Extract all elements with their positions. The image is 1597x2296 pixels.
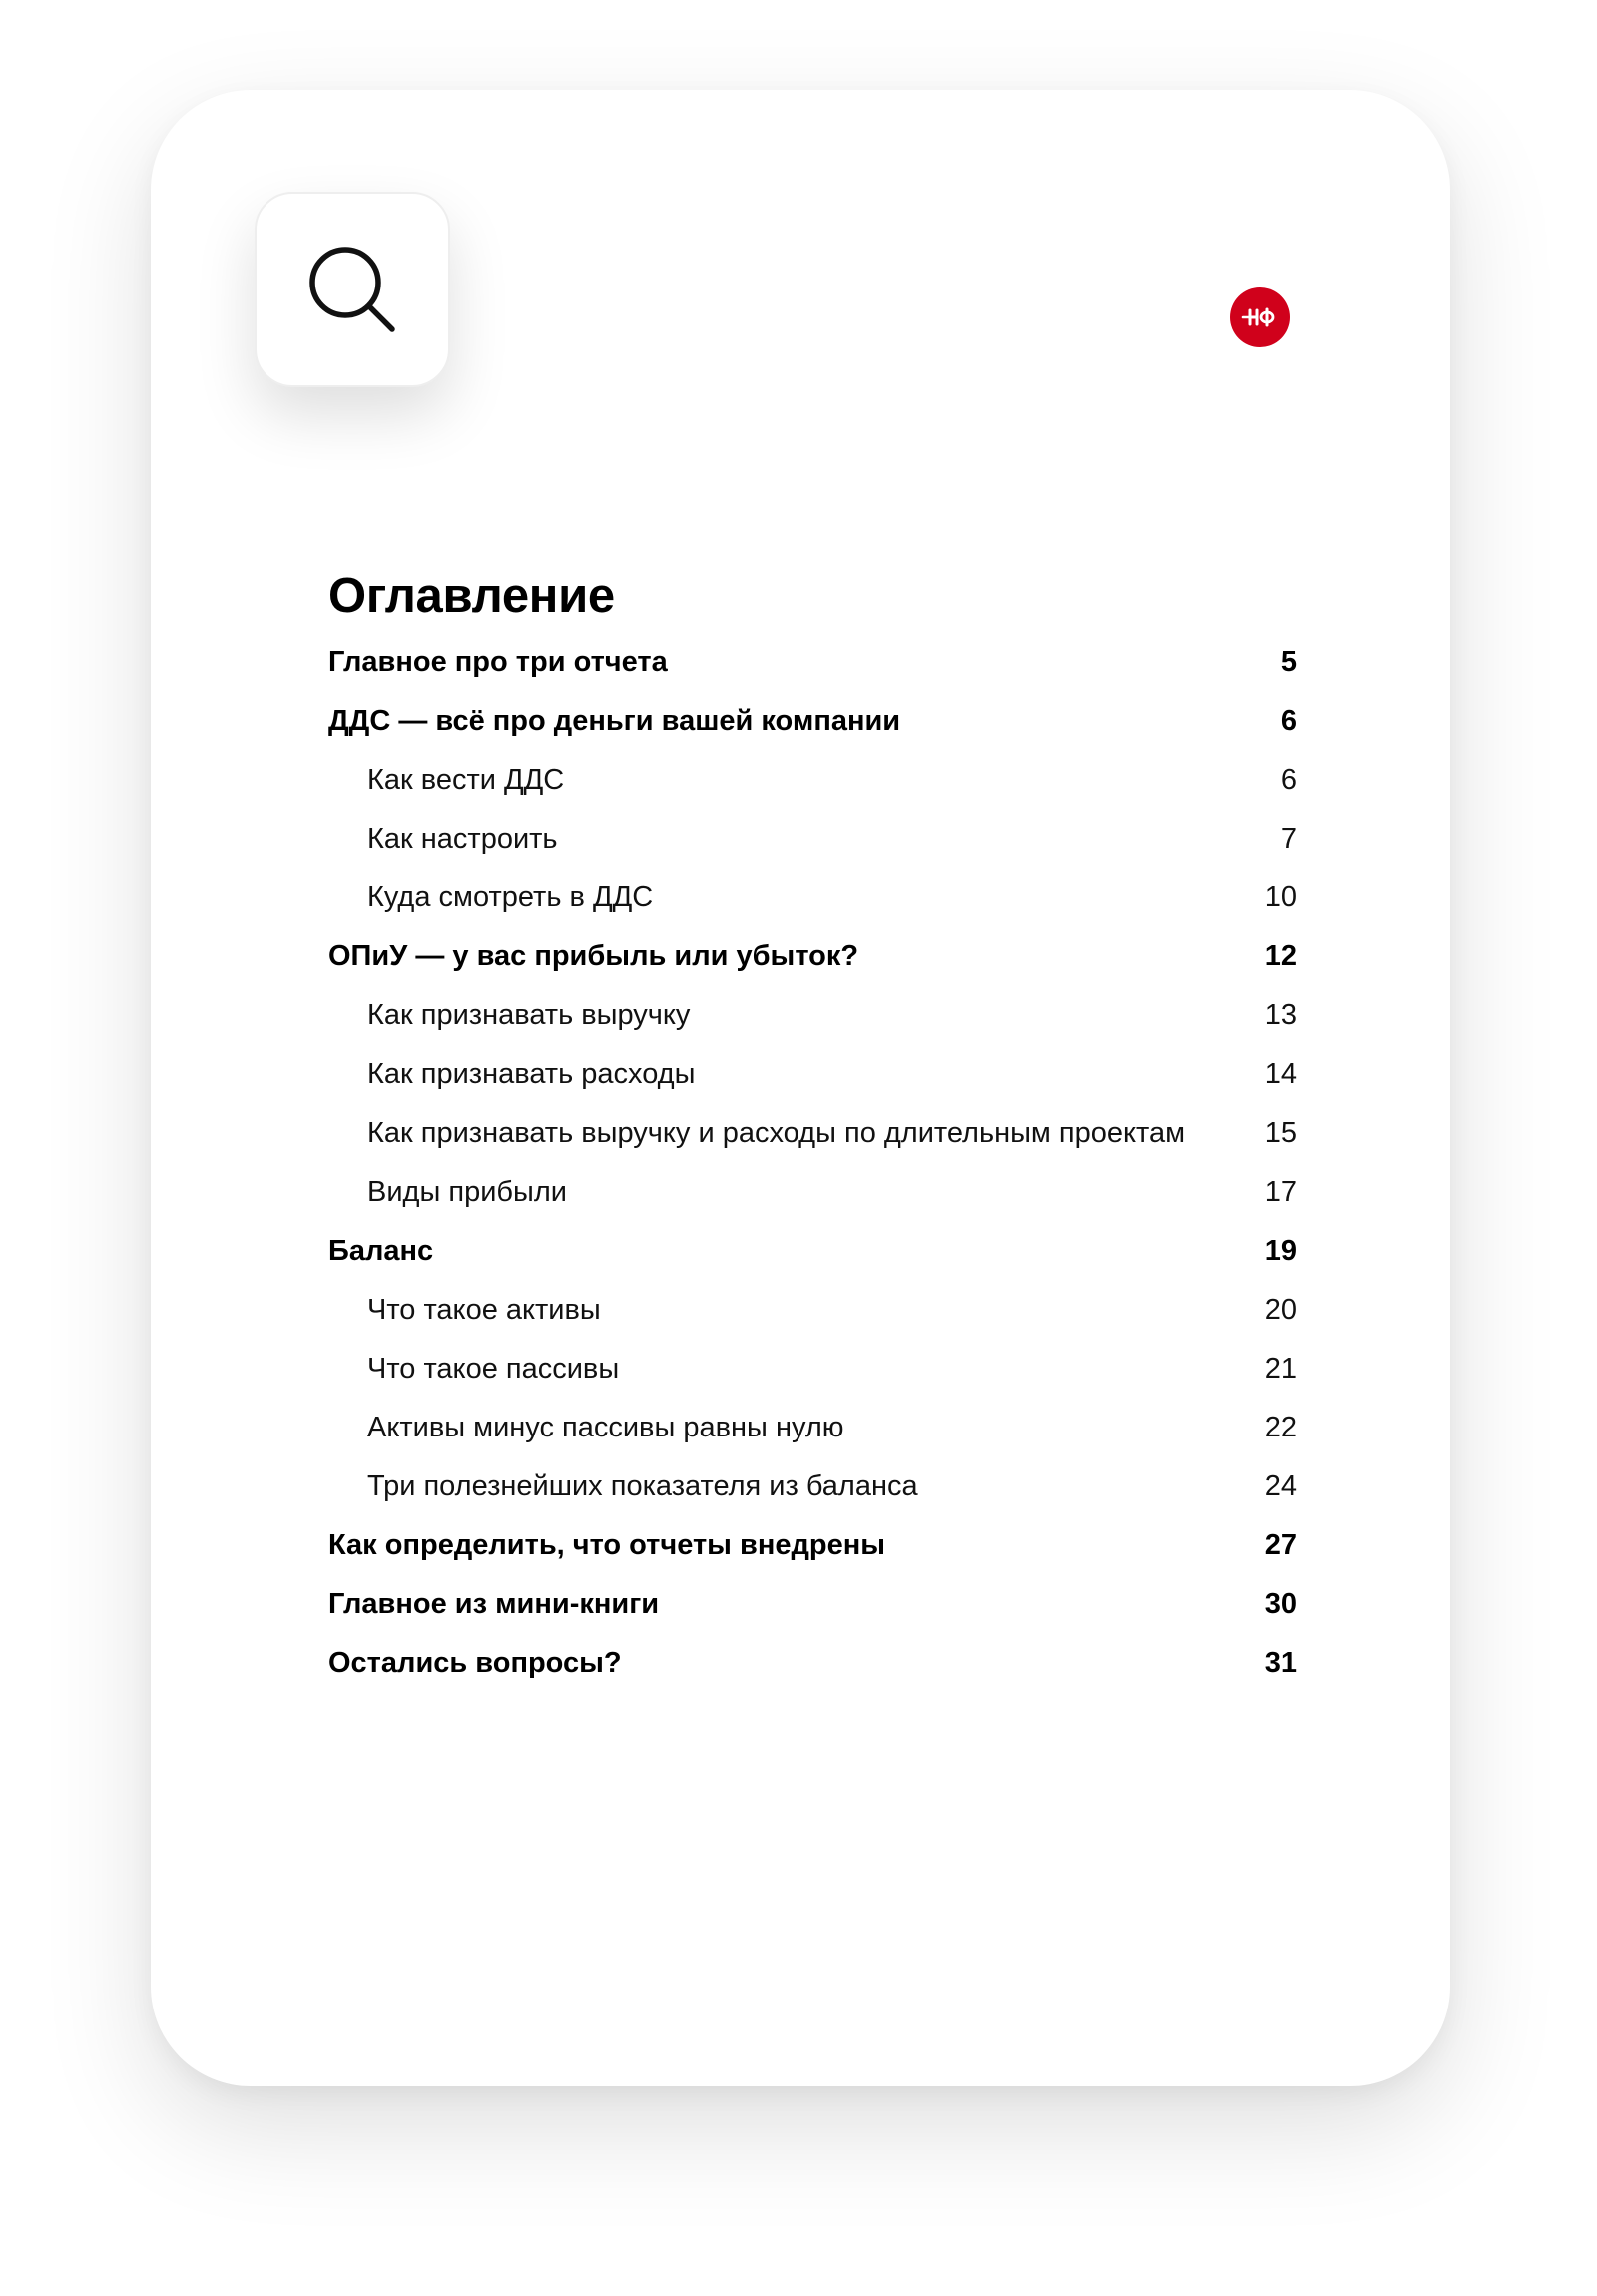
toc-entry-label: Баланс — [328, 1235, 434, 1267]
toc-entry-label: ДДС — всё про деньги вашей компании — [328, 705, 901, 737]
table-of-contents — [328, 559, 1297, 1693]
toc-page-number: 12 — [1264, 940, 1297, 972]
toc-entry-label: Главное про три отчета — [328, 646, 668, 678]
toc-page-number: 13 — [1264, 999, 1297, 1031]
toc-entry-label: Куда смотреть в ДДС — [367, 881, 654, 913]
toc-subsection[interactable] — [328, 1104, 1297, 1163]
brand-logo-icon — [1241, 307, 1279, 327]
toc-page-number: 20 — [1264, 1294, 1297, 1326]
toc-page-number: 19 — [1264, 1235, 1297, 1267]
toc-subsection[interactable] — [328, 751, 1297, 810]
toc-page-number: 6 — [1280, 764, 1297, 796]
toc-page-number: 7 — [1280, 823, 1297, 855]
toc-page-number: 17 — [1264, 1176, 1297, 1208]
toc-list — [328, 633, 1297, 1693]
toc-subsection[interactable] — [328, 1340, 1297, 1399]
toc-title: Оглавление — [328, 569, 615, 623]
toc-page-number: 30 — [1264, 1588, 1297, 1620]
toc-entry-label: Как определить, что отчеты внедрены — [328, 1529, 885, 1561]
toc-entry-label: Что такое активы — [367, 1294, 601, 1326]
toc-subsection[interactable] — [328, 810, 1297, 868]
search-button[interactable] — [255, 192, 450, 387]
toc-page-number: 27 — [1264, 1529, 1297, 1561]
brand-logo — [1230, 287, 1290, 347]
toc-section[interactable] — [328, 1575, 1297, 1634]
toc-entry-label: Активы минус пассивы равны нулю — [367, 1412, 844, 1443]
toc-page-number: 14 — [1264, 1058, 1297, 1090]
toc-subsection[interactable] — [328, 1457, 1297, 1516]
toc-subsection[interactable] — [328, 868, 1297, 927]
toc-entry-label: Как признавать расходы — [367, 1058, 696, 1090]
toc-page-number: 31 — [1264, 1647, 1297, 1679]
toc-section[interactable] — [328, 927, 1297, 986]
toc-entry-label: Как настроить — [367, 823, 558, 855]
toc-subsection[interactable] — [328, 1163, 1297, 1222]
toc-entry-label: Как признавать выручку и расходы по длительным проектам — [367, 1117, 1186, 1149]
toc-subsection[interactable] — [328, 1045, 1297, 1104]
toc-section[interactable] — [328, 1222, 1297, 1281]
toc-section[interactable] — [328, 1516, 1297, 1575]
toc-entry-label: Три полезнейших показателя из баланса — [367, 1470, 918, 1502]
toc-page-number: 22 — [1264, 1412, 1297, 1443]
toc-subsection[interactable] — [328, 1281, 1297, 1340]
toc-entry-label: Что такое пассивы — [367, 1353, 620, 1385]
toc-section[interactable] — [328, 692, 1297, 751]
toc-subsection[interactable] — [328, 986, 1297, 1045]
toc-page-number: 6 — [1280, 705, 1297, 737]
toc-entry-label: Как признавать выручку — [367, 999, 691, 1031]
toc-section[interactable] — [328, 1634, 1297, 1693]
toc-subsection[interactable] — [328, 1399, 1297, 1457]
magnifier-icon — [298, 236, 406, 343]
toc-entry-label: Главное из мини-книги — [328, 1588, 660, 1620]
toc-page-number: 24 — [1264, 1470, 1297, 1502]
toc-entry-label: Виды прибыли — [367, 1176, 567, 1208]
toc-section[interactable] — [328, 633, 1297, 692]
toc-entry-label: Как вести ДДС — [367, 764, 565, 796]
toc-page-number: 10 — [1264, 881, 1297, 913]
toc-page-number: 15 — [1264, 1117, 1297, 1149]
toc-page-number: 5 — [1280, 646, 1297, 678]
toc-entry-label: Остались вопросы? — [328, 1647, 622, 1679]
toc-page-number: 21 — [1264, 1353, 1297, 1385]
toc-entry-label: ОПиУ — у вас прибыль или убыток? — [328, 940, 859, 972]
